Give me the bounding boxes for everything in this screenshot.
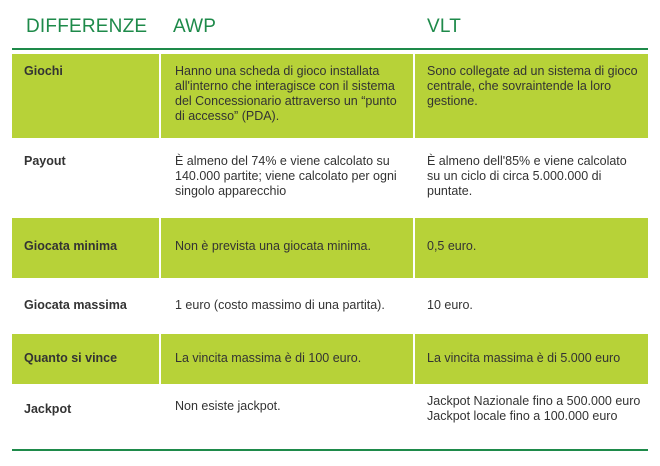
row-label: Giochi <box>12 54 159 138</box>
row-label: Giocata massima <box>24 298 127 312</box>
row-label: Giocata minima <box>12 218 159 278</box>
awp-cell: Non esiste jackpot. <box>175 399 281 413</box>
table-header <box>12 0 648 50</box>
vlt-cell: 0,5 euro. <box>415 218 648 278</box>
header-vlt: VLT <box>427 16 462 37</box>
awp-cell: La vincita massima è di 100 euro. <box>161 334 413 384</box>
table-row-giocata-massima <box>12 282 648 330</box>
bottom-divider <box>12 449 648 451</box>
header-differenze: DIFFERENZE <box>26 16 148 37</box>
awp-cell: Hanno una scheda di gioco installata all'interno che interagisce con il sistema del Concessionario attraverso un “punto di accesso” (PDA). <box>161 54 413 138</box>
table-row-payout <box>12 142 648 214</box>
vlt-cell: Jackpot Nazionale fino a 500.000 euro Jackpot locale fino a 100.000 euro <box>427 394 641 423</box>
table-row-giocata-minima <box>12 218 648 278</box>
vlt-cell: È almeno dell'85% e viene calcolato su un ciclo di circa 5.000.000 di puntate. <box>427 154 627 198</box>
vlt-cell: Sono collegate ad un sistema di gioco centrale, che sovraintende la loro gestione. <box>415 54 648 138</box>
header-divider <box>12 48 648 50</box>
table-row-giochi <box>12 54 648 138</box>
vlt-cell: La vincita massima è di 5.000 euro <box>415 334 648 384</box>
awp-cell: È almeno del 74% e viene calcolato su 140.000 partite; viene calcolato per ogni singolo apparecchio <box>175 154 397 198</box>
table-row-quanto-si-vince <box>12 334 648 384</box>
header-awp: AWP <box>173 16 217 37</box>
awp-cell: Non è prevista una giocata minima. <box>161 218 413 278</box>
row-label: Jackpot <box>24 402 72 416</box>
awp-cell: 1 euro (costo massimo di una partita). <box>175 298 385 312</box>
row-label: Payout <box>24 154 66 168</box>
row-label: Quanto si vince <box>12 334 159 384</box>
vlt-cell: 10 euro. <box>427 298 473 312</box>
table-row-jackpot <box>12 388 648 448</box>
